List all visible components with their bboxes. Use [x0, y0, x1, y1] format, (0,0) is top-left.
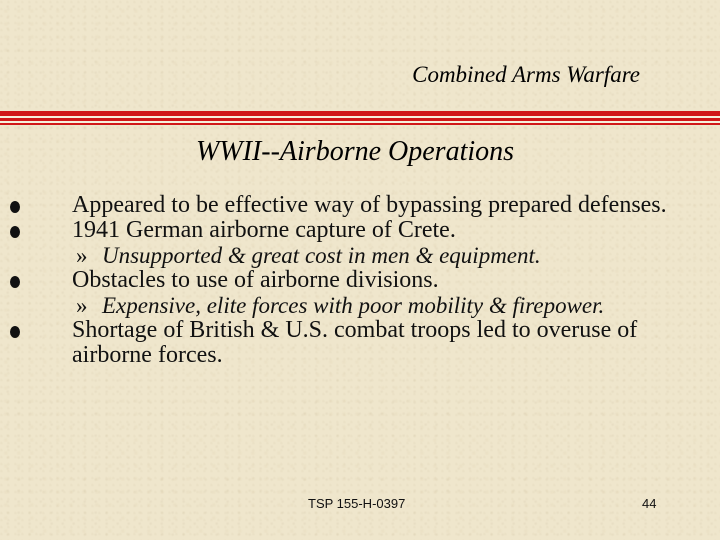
bullet-text-3: Obstacles to use of airborne divisions. [72, 267, 439, 293]
bullet-dot-icon [10, 276, 20, 288]
sub-bullet-chevron-icon: » [76, 293, 88, 318]
header-title: Combined Arms Warfare [412, 62, 640, 87]
bullet-dot-icon [10, 226, 20, 238]
sub-bullet-chevron-icon: » [76, 243, 88, 268]
bullet-text-2: 1941 German airborne capture of Crete. [72, 217, 456, 243]
bullet-item-2 [0, 218, 700, 243]
sub-bullet-text-3: Expensive, elite forces with poor mobility & firepower. [102, 293, 605, 318]
sub-bullet-text-2: Unsupported & great cost in men & equipment. [102, 243, 541, 268]
page-number: 44 [642, 496, 657, 511]
header-rule-bottom [0, 123, 720, 125]
bullet-item-3 [0, 268, 700, 293]
sub-bullet-item-3 [0, 293, 700, 318]
footer-reference: TSP 155-H-0397 [308, 496, 406, 511]
sub-bullet-item-2 [0, 243, 700, 268]
slide-title: WWII--Airborne Operations [195, 136, 515, 167]
bullet-dot-icon [10, 326, 20, 338]
bullet-dot-icon [10, 201, 20, 213]
bullet-list [0, 193, 700, 368]
bullet-item-1 [0, 193, 700, 218]
bullet-text-1: Appeared to be effective way of bypassing prepared defenses. [72, 192, 667, 218]
bullet-text-4: Shortage of British & U.S. combat troops led to overuse of airborne forces. [72, 317, 638, 368]
bullet-item-4 [0, 318, 700, 368]
